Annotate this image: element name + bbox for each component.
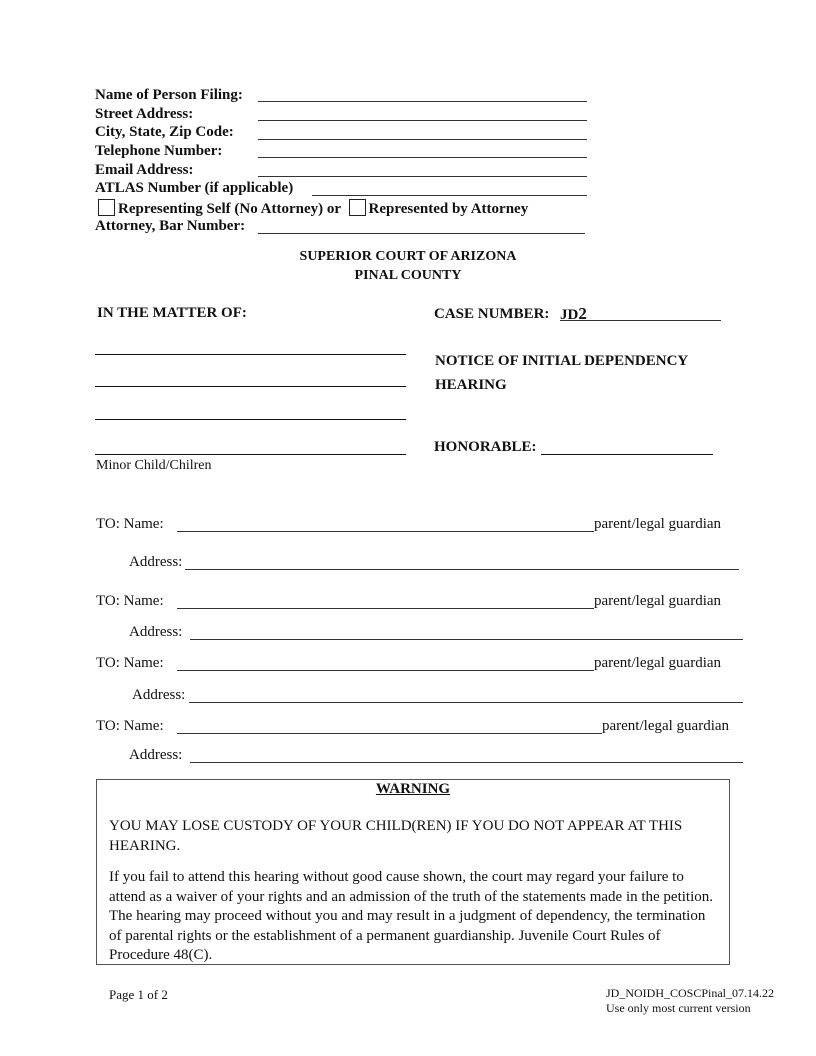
atlas-number-field[interactable] — [312, 195, 587, 196]
recipient-1-name-field[interactable] — [177, 531, 594, 532]
recipient-3-name-field[interactable] — [177, 670, 594, 671]
telephone-number-field[interactable] — [258, 157, 587, 158]
recipient-1-address-field[interactable] — [185, 569, 739, 570]
warning-box — [96, 779, 730, 965]
recipient-4-address-field[interactable] — [190, 762, 743, 763]
city-state-zip-label: City, State, Zip Code: — [95, 124, 234, 140]
recipient-4-address-label: Address: — [129, 747, 183, 763]
attorney-bar-number-field[interactable] — [258, 233, 585, 234]
recipient-2-address-label: Address: — [129, 624, 183, 640]
honorable-field[interactable] — [541, 454, 713, 455]
case-number-field[interactable] — [560, 320, 721, 321]
warning-title: WARNING — [375, 781, 451, 797]
attorney-bar-number-label: Attorney, Bar Number: — [95, 218, 246, 234]
recipient-2-suffix: parent/legal guardian — [594, 593, 722, 609]
recipient-3-to-label: TO: Name: — [96, 655, 164, 671]
minor-child-label: Minor Child/Chilren — [96, 458, 212, 473]
recipient-2-name-field[interactable] — [177, 608, 594, 609]
page-number: Page 1 of 2 — [109, 987, 168, 1002]
warning-failure-paragraph: If you fail to attend this hearing without good cause shown, the court may regard your failure to attend as a waiver of your rights and an admission of the truth of the statements made in the petition. The hearing may proceed without you and may result in a judgment of dependency, the termination of parental rights or the establishment of a permanent guardianship. Juvenile Court Rules of Procedure 48(C). — [109, 869, 714, 963]
city-state-zip-field[interactable] — [258, 139, 587, 140]
warning-custody-notice: YOU MAY LOSE CUSTODY OF YOUR CHILD(REN) IF YOU DO NOT APPEAR AT THIS HEARING. — [109, 818, 683, 854]
case-number-prefix: JD — [560, 307, 579, 323]
notice-title-line-1: NOTICE OF INITIAL DEPENDENCY — [435, 353, 689, 369]
street-address-label: Street Address: — [95, 106, 194, 122]
recipient-3-address-label: Address: — [132, 687, 186, 703]
court-name: SUPERIOR COURT OF ARIZONA — [299, 249, 517, 264]
telephone-number-label: Telephone Number: — [95, 143, 223, 159]
atlas-number-label: ATLAS Number (if applicable) — [95, 180, 294, 196]
email-address-label: Email Address: — [95, 162, 194, 178]
email-address-field[interactable] — [258, 176, 587, 177]
recipient-3-suffix: parent/legal guardian — [594, 655, 722, 671]
recipient-4-suffix: parent/legal guardian — [602, 718, 730, 734]
matter-name-line-3[interactable] — [95, 419, 406, 420]
recipient-4-name-field[interactable] — [177, 733, 602, 734]
matter-name-line-4[interactable] — [95, 454, 406, 455]
recipient-2-address-field[interactable] — [190, 639, 743, 640]
recipient-1-suffix: parent/legal guardian — [594, 516, 722, 532]
representing-self-label: Representing Self (No Attorney) or — [118, 201, 341, 217]
notice-title-line-2: HEARING — [435, 377, 507, 393]
court-county: PINAL COUNTY — [354, 268, 462, 283]
represented-by-attorney-label: Represented by Attorney — [368, 201, 529, 217]
form-id: JD_NOIDH_COSCPinal_07.14.22 — [606, 986, 775, 1000]
street-address-field[interactable] — [258, 120, 587, 121]
representing-self-checkbox[interactable] — [98, 199, 115, 216]
recipient-3-address-field[interactable] — [189, 702, 743, 703]
recipient-2-to-label: TO: Name: — [96, 593, 164, 609]
recipient-4-to-label: TO: Name: — [96, 718, 164, 734]
matter-name-line-1[interactable] — [95, 354, 406, 355]
version-note: Use only most current version — [606, 1001, 751, 1015]
name-of-person-filing-label: Name of Person Filing: — [95, 87, 243, 103]
recipient-1-address-label: Address: — [129, 554, 183, 570]
name-of-person-filing-field[interactable] — [258, 101, 587, 102]
honorable-label: HONORABLE: — [434, 439, 537, 455]
representation-row — [98, 199, 528, 218]
recipient-1-to-label: TO: Name: — [96, 516, 164, 532]
matter-name-line-2[interactable] — [95, 386, 406, 387]
case-number-value — [560, 304, 587, 324]
case-number-digit: 2 — [578, 304, 587, 323]
case-number-label: CASE NUMBER: — [434, 306, 550, 322]
represented-by-attorney-checkbox[interactable] — [349, 199, 366, 216]
in-the-matter-of-label: IN THE MATTER OF: — [97, 305, 247, 321]
